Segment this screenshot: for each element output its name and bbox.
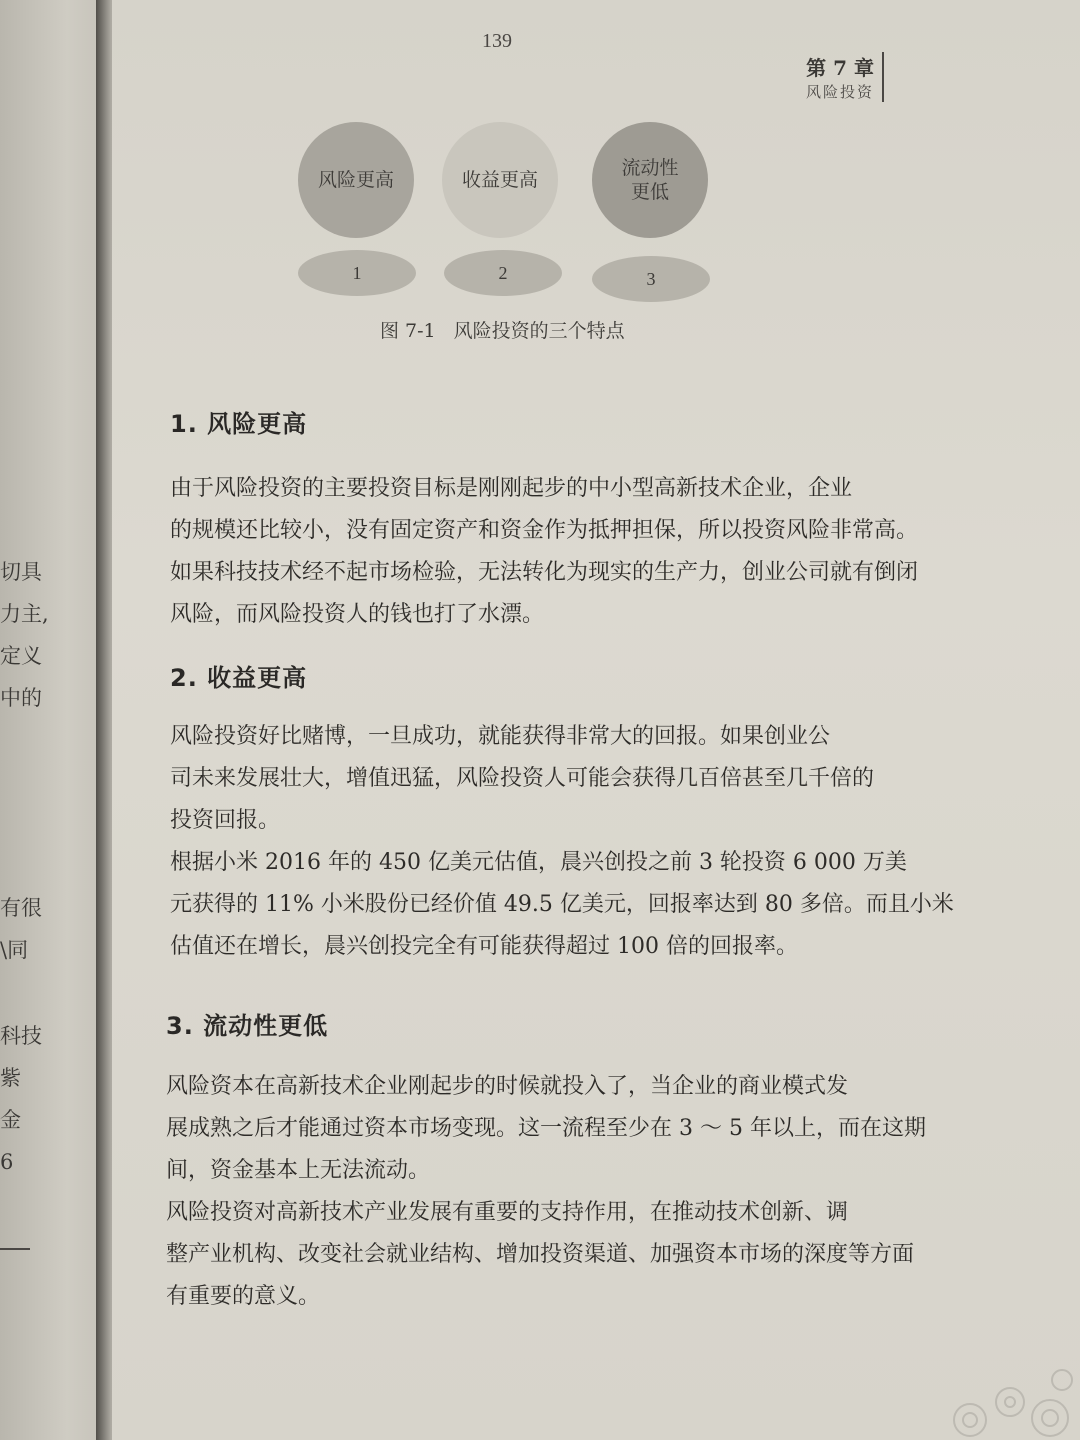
- text-line: 根据小米 2016 年的 450 亿美元估值，晨兴创投之前 3 轮投资 6 000 万美: [170, 850, 907, 875]
- book-page: [112, 0, 1080, 1440]
- page-number: 139: [482, 30, 512, 52]
- circle-label: 风险更高: [317, 169, 394, 191]
- decorative-gear-ornament: [930, 1330, 1080, 1440]
- chapter-label: 第 7 章: [806, 56, 874, 80]
- running-head: [806, 52, 884, 102]
- text-line: 司未来发展壮大，增值迅猛，风险投资人可能会获得几百倍甚至几千倍的: [170, 766, 875, 791]
- text-line: 投资回报。: [170, 808, 281, 833]
- previous-page-rule: [0, 1248, 30, 1250]
- text-line: 元获得的 11% 小米股份已经价值 49.5 亿美元，回报率达到 80 多倍。而且小米: [170, 892, 954, 917]
- section-title-3: 3. 流动性更低: [166, 1012, 329, 1040]
- text-line: 风险投资好比赌博，一旦成功，就能获得非常大的回报。如果创业公: [170, 724, 831, 749]
- paragraph: [166, 1192, 914, 1318]
- previous-page-text-fragment: 科技: [0, 1024, 42, 1048]
- oval-3: [592, 256, 710, 302]
- circle-label: 收益更高: [461, 169, 538, 191]
- caption-id: 图 7-1: [380, 320, 436, 342]
- paragraph: [166, 1066, 926, 1192]
- circle-liquidity: [592, 122, 708, 238]
- oval-number: 3: [646, 268, 656, 289]
- previous-page-text-fragment: 6: [0, 1150, 14, 1174]
- text-line: 估值还在增长，晨兴创投完全有可能获得超过 100 倍的回报率。: [170, 934, 798, 959]
- previous-page-text-fragment: 中的: [0, 686, 42, 710]
- chapter-subtitle: 风险投资: [805, 83, 874, 101]
- text-line: 风险，而风险投资人的钱也打了水漂。: [170, 602, 545, 627]
- text-line: 有重要的意义。: [166, 1284, 321, 1309]
- text-line: 风险资本在高新技术企业刚起步的时候就投入了，当企业的商业模式发: [166, 1074, 849, 1099]
- circle-risk: [298, 122, 414, 238]
- previous-page-text-fragment: 有很: [0, 896, 42, 920]
- text-line: 整产业机构、改变社会就业结构、增加投资渠道、加强资本市场的深度等方面: [166, 1242, 915, 1267]
- section-title-2: 2. 收益更高: [170, 664, 308, 692]
- oval-1: [298, 250, 416, 296]
- section-title-1: 1. 风险更高: [170, 410, 308, 438]
- text-line: 展成熟之后才能通过资本市场变现。这一流程至少在 3 ～ 5 年以上，而在这期: [166, 1116, 926, 1141]
- oval-2: [444, 250, 562, 296]
- text-line: 如果科技技术经不起市场检验，无法转化为现实的生产力，创业公司就有倒闭: [170, 560, 919, 585]
- paragraph: [170, 842, 954, 968]
- oval-number: 1: [352, 262, 362, 283]
- oval-number: 2: [498, 262, 508, 283]
- text-line: 间，资金基本上无法流动。: [166, 1158, 431, 1183]
- previous-page-text-fragment: 切具: [0, 560, 42, 584]
- text-line: 的规模还比较小，没有固定资产和资金作为抵押担保，所以投资风险非常高。: [170, 518, 919, 543]
- previous-page-text-fragment: 金: [0, 1108, 21, 1132]
- circle-return: [442, 122, 558, 238]
- paragraph: [170, 716, 874, 842]
- figure-caption: [380, 316, 643, 343]
- circle-label: 流动性 更低: [621, 157, 679, 203]
- previous-page-text-fragment: 紫: [0, 1066, 21, 1090]
- text-line: 风险投资对高新技术产业发展有重要的支持作用，在推动技术创新、调: [166, 1200, 849, 1225]
- previous-page-text-fragment: 定义: [0, 644, 42, 668]
- previous-page-text-fragment: \同: [0, 938, 29, 962]
- caption-text: 风险投资的三个特点: [453, 320, 625, 342]
- text-line: 由于风险投资的主要投资目标是刚刚起步的中小型高新技术企业，企业: [170, 476, 853, 501]
- previous-page-text-fragment: 力主,: [0, 602, 49, 626]
- paragraph: [170, 468, 918, 636]
